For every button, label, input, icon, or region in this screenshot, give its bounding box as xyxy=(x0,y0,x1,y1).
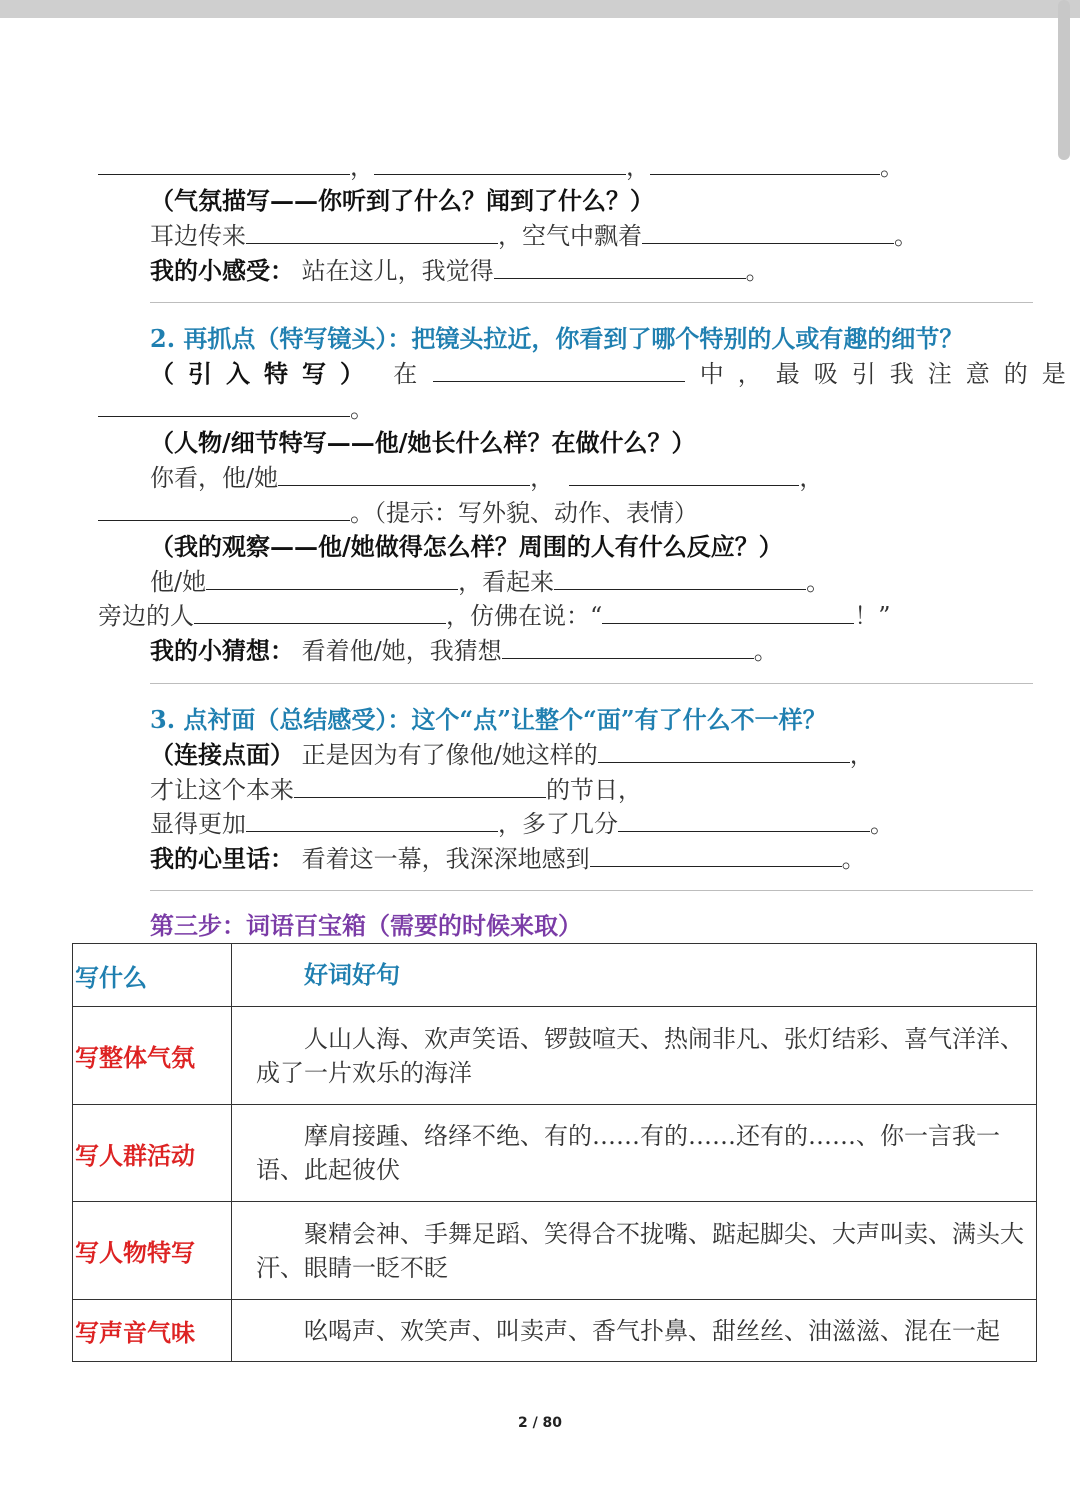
blank-field[interactable] xyxy=(374,152,626,175)
page-number: 2 / 80 xyxy=(517,1415,563,1431)
row-text: 摩肩接踵、络绎不绝、有的……有的……还有的……、你一言我一语、此起彼伏 xyxy=(232,1105,1037,1202)
header-cell: 好词好句 xyxy=(232,944,1037,1007)
blank-field[interactable] xyxy=(554,567,806,590)
section-divider xyxy=(150,890,1033,891)
blank-field[interactable] xyxy=(246,809,498,832)
blank-field[interactable] xyxy=(494,256,746,279)
word-bank-table xyxy=(72,943,1037,1362)
row-label: 写人群活动 xyxy=(73,1105,232,1202)
blank-field[interactable] xyxy=(602,601,854,624)
blank-field[interactable] xyxy=(650,152,880,175)
step-3-title: 第三步：词语百宝箱（需要的时候来取） xyxy=(150,911,582,940)
table-row xyxy=(73,1007,1037,1105)
row-text: 聚精会神、手舞足蹈、笑得合不拢嘴、踮起脚尖、大声叫卖、满头大汗、眼睛一眨不眨 xyxy=(232,1202,1037,1300)
blank-field[interactable] xyxy=(502,636,754,659)
scrollbar-thumb[interactable] xyxy=(1058,0,1070,160)
blank-field[interactable] xyxy=(98,498,350,521)
row-label: 写人物特写 xyxy=(73,1202,232,1300)
blank-field[interactable] xyxy=(294,775,546,798)
header-cell: 写什么 xyxy=(73,944,232,1007)
table-row xyxy=(73,1300,1037,1362)
closeup-prompt: （人物/细节特写——他/她长什么样？在做什么？） xyxy=(150,428,696,457)
hint-line: 。（提示：写外貌、动作、表情） xyxy=(98,498,698,528)
blank-field[interactable] xyxy=(98,394,350,417)
row-text: 人山人海、欢声笑语、锣鼓喧天、热闹非凡、张灯结彩、喜气洋洋、成了一片欢乐的海洋 xyxy=(232,1007,1037,1105)
blank-field[interactable] xyxy=(569,463,799,486)
festival-line: 才让这个本来 的节日， xyxy=(150,776,642,804)
more-line: 显得更加 ，多了几分 。 xyxy=(150,810,894,838)
blank-field[interactable] xyxy=(618,809,870,832)
blanks-row-1: ， ， 。 xyxy=(98,152,904,182)
blank-field[interactable] xyxy=(433,359,685,382)
row-label: 写整体气氛 xyxy=(73,1007,232,1105)
viewer-top-bar xyxy=(0,0,1080,18)
intro-closeup-line: （引入特写） 在 中，最吸引我注意的是 xyxy=(150,359,1080,388)
table-header-row xyxy=(73,944,1037,1007)
heart-line: 我的心里话： 看着这一幕，我深深地感到 。 xyxy=(150,844,866,873)
table-row xyxy=(73,1105,1037,1202)
feeling-line: 我的小感受： 站在这儿，我觉得 。 xyxy=(150,256,770,285)
row-text: 吆喝声、欢笑声、叫卖声、香气扑鼻、甜丝丝、油滋滋、混在一起 xyxy=(232,1300,1037,1362)
atmosphere-prompt: （气氛描写——你听到了什么？闻到了什么？） xyxy=(150,186,654,215)
blank-field[interactable] xyxy=(590,844,842,867)
blank-field[interactable] xyxy=(598,740,850,763)
bystander-line: 旁边的人 ，仿佛在说：“ ！” xyxy=(98,602,891,630)
section-3-heading: 3. 点衬面（总结感受）：这个“点”让整个“面”有了什么不一样？ xyxy=(150,705,827,734)
he-looks-line: 他/她 ，看起来 。 xyxy=(150,568,831,596)
blank-field[interactable] xyxy=(246,221,498,244)
observe-prompt: （我的观察——他/她做得怎么样？周围的人有什么反应？） xyxy=(150,532,783,561)
ear-air-line: 耳边传来 ，空气中飘着 。 xyxy=(150,222,918,250)
blank-field[interactable] xyxy=(194,601,446,624)
section-divider xyxy=(150,683,1033,684)
look-line: 你看，他/她 ， ， xyxy=(150,464,824,492)
section-2-heading: 2. 再抓点（特写镜头）：把镜头拉近，你看到了哪个特别的人或有趣的细节？ xyxy=(150,324,964,353)
blank-field[interactable] xyxy=(278,463,530,486)
connect-line: （连接点面） 正是因为有了像他/她这样的 ， xyxy=(150,740,874,769)
row-label: 写声音气味 xyxy=(73,1300,232,1362)
section-divider xyxy=(150,302,1033,303)
blank-field[interactable] xyxy=(206,567,458,590)
table-row xyxy=(73,1202,1037,1300)
intro-blank-line: 。 xyxy=(98,394,374,424)
blank-field[interactable] xyxy=(642,221,894,244)
blank-field[interactable] xyxy=(98,152,350,175)
guess-line: 我的小猜想： 看着他/她，我猜想 。 xyxy=(150,636,778,665)
